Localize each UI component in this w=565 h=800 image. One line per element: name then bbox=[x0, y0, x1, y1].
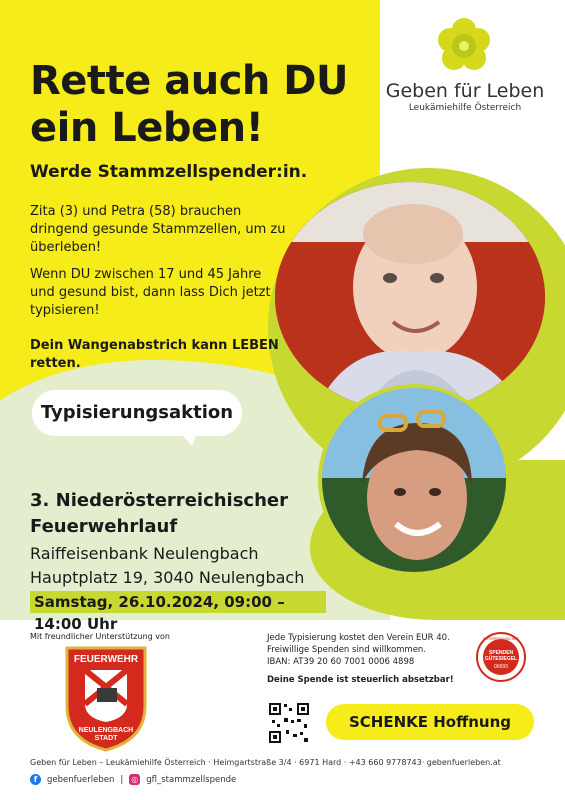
crest-bottom-text-1: NEULENGBACH bbox=[78, 727, 134, 734]
speech-bubble-label: Typisierungsaktion bbox=[32, 390, 242, 436]
fire-brigade-crest bbox=[63, 644, 149, 752]
headline: Rette auch DU ein Leben! bbox=[30, 58, 348, 151]
qr-code-icon[interactable] bbox=[268, 702, 310, 744]
seal-text-2: GÜTESIEGEL bbox=[484, 656, 518, 662]
eligibility-paragraph: Wenn DU zwischen 17 und 45 Jahre und gesund bist, dann lass Dich jetzt typisieren! bbox=[30, 267, 271, 318]
logo-subtitle: Leukämiehilfe Österreich bbox=[408, 103, 522, 113]
event-title: 3. Niederösterreichischer Feuerwehrlauf bbox=[30, 490, 289, 537]
seal-text-1: SPENDEN bbox=[488, 650, 514, 656]
cost-info: Jede Typisierung kostet den Verein EUR 40. bbox=[267, 633, 450, 643]
venue-line-2: Hauptplatz 19, 3040 Neulengbach bbox=[30, 568, 305, 587]
gift-hope-button[interactable]: SCHENKE Hoffnung bbox=[326, 704, 534, 740]
social-separator: | bbox=[120, 774, 124, 785]
facebook-handle[interactable]: gebenfuerleben bbox=[47, 774, 115, 785]
footer-contact: Geben für Leben – Leukämiehilfe Österreich · Heimgartstraße 3/4 · 6971 Hard · +43 660 9778743· gebenfuerleben.at bbox=[30, 758, 501, 767]
crest-bottom-text-2: STADT bbox=[94, 735, 118, 742]
seal-top-text: ÖSTERREICHISCHES bbox=[483, 637, 519, 641]
social-links bbox=[30, 774, 236, 785]
child-photo bbox=[275, 182, 545, 412]
crest-top-text: FEUERWEHR bbox=[73, 654, 139, 665]
tax-info: Deine Spende ist steuerlich absetzbar! bbox=[267, 675, 454, 685]
venue-line-1: Raiffeisenbank Neulengbach bbox=[30, 544, 259, 563]
donation-info: Freiwillige Spenden sind willkommen. bbox=[267, 645, 427, 655]
donation-seal-icon bbox=[476, 632, 526, 682]
iban-info: IBAN: AT39 20 60 7001 0006 4898 bbox=[267, 657, 415, 667]
support-label: Mit freundlicher Unterstützung von bbox=[30, 632, 170, 641]
logo-name: Geben für Leben bbox=[385, 80, 545, 102]
swab-paragraph: Dein Wangenabstrich kann LEBEN retten. bbox=[30, 338, 279, 371]
subheadline: Werde Stammzellspender:in. bbox=[30, 162, 308, 182]
instagram-handle[interactable]: gfl_stammzellspende bbox=[146, 774, 237, 785]
instagram-icon: ◎ bbox=[129, 774, 140, 785]
woman-photo bbox=[318, 384, 510, 576]
patients-paragraph: Zita (3) und Petra (58) brauchen dringend gesunde Stammzellen, um zu überleben! bbox=[30, 204, 286, 255]
flower-logo-icon bbox=[432, 14, 496, 78]
seal-number: 06093 bbox=[494, 664, 508, 670]
facebook-icon: f bbox=[30, 774, 41, 785]
event-date: Samstag, 26.10.2024, 09:00 – 14:00 Uhr bbox=[30, 591, 326, 613]
